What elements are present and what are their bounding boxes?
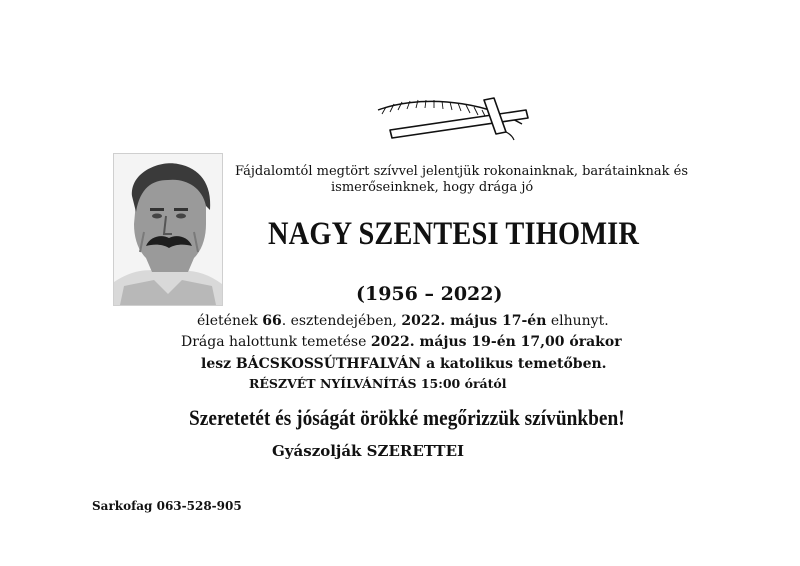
funeral-datetime: 2022. május 19-én 17,00 órakor — [370, 334, 622, 350]
death-age: 66 — [262, 313, 282, 329]
death-prefix: életének — [197, 313, 258, 329]
death-date: 2022. május 17-én — [401, 313, 547, 329]
condolence-time: RÉSZVÉT NYÍLVÁNÍTÁS 15:00 órától — [249, 376, 507, 391]
cross-with-palm-icon — [376, 96, 536, 142]
funeral-time-line — [181, 334, 622, 350]
life-years: (1956 – 2022) — [356, 283, 503, 305]
funeral-home-contact: Sarkofag 063-528-905 — [92, 499, 242, 513]
deceased-name: NAGY SZENTESI TIHOMIR — [268, 216, 640, 252]
intro-line-1: Fájdalomtól megtört szívvel jelentjük rokonainknak, barátainknak és — [235, 164, 689, 179]
funeral-place: lesz BÁCSKOSSÚTHFALVÁN a katolikus temetőben. — [201, 356, 607, 372]
memorial-motto: Szeretetét és jóságát örökké megőrizzük szívünkben! — [189, 405, 625, 430]
funeral-prefix: Drága halottunk temetése — [181, 334, 367, 350]
death-mid: . esztendejében, — [281, 313, 397, 329]
death-suffix: elhunyt. — [550, 313, 609, 329]
portrait-photo — [113, 153, 223, 306]
mourners-signature: Gyászolják SZERETTEI — [272, 442, 465, 460]
intro-line-2: ismerőseinknek, hogy drága jó — [331, 180, 534, 195]
death-notice-line — [197, 313, 609, 329]
